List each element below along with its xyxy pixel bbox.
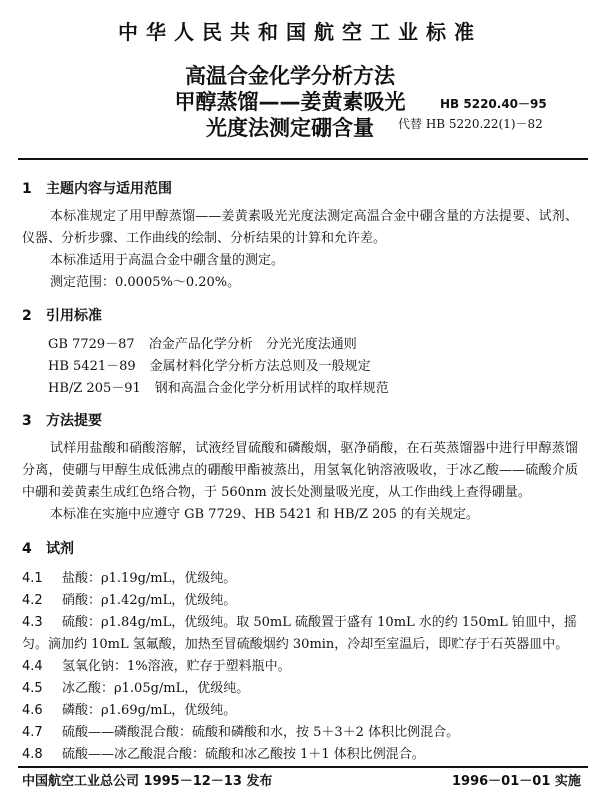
item-text: 硫酸——磷酸混合酸：硫酸和磷酸和水，按 5＋3＋2 体积比例混合。 (62, 725, 460, 740)
bottom-divider (18, 766, 588, 768)
section-number: 1 (22, 181, 32, 197)
reference-name: 金属材料化学分析方法总则及一般规定 (149, 359, 371, 374)
item-text: 硫酸——冰乙酸混合酸：硫酸和冰乙酸按 1＋1 体积比例混合。 (62, 747, 425, 762)
item-number: 4.3 (22, 615, 43, 630)
reagent-item (22, 590, 578, 612)
reference-name: 钢和高温合金化学分析用试样的取样规范 (154, 381, 389, 396)
title-line-2: 甲醇蒸馏——姜黄素吸光 (174, 90, 406, 114)
reagent-item (22, 568, 578, 590)
section-3-paragraph-2: 本标准在实施中应遵守 GB 7729、HB 5421 和 HB/Z 205 的有关规定。 (50, 507, 480, 522)
section-number: 3 (22, 413, 32, 429)
item-number: 4.8 (22, 747, 43, 762)
section-title: 引用标准 (46, 308, 102, 324)
item-text: 硫酸：ρ1.84g/mL，优级纯。取 50mL 硫酸置于盛有 10mL 水的约 150mL 铂皿中，摇匀。滴加约 10mL 氢氟酸，加热至冒硫酸烟约 30min，冷却至室温后，即贮存于石英器皿中。 (22, 615, 577, 652)
section-title: 主题内容与适用范围 (46, 181, 172, 197)
issue-date: 中国航空工业总公司 1995－12－13 发布 (22, 774, 273, 789)
section-number: 2 (22, 308, 32, 324)
top-divider (18, 158, 588, 160)
reference-code: HB 5421－89 (48, 359, 136, 374)
item-text: 氢氧化钠：1%溶液，贮存于塑料瓶中。 (62, 659, 291, 674)
title-line-1: 高温合金化学分析方法 (185, 64, 395, 88)
standard-header: 中华人民共和国航空工业标准 (118, 20, 482, 44)
item-number: 4.4 (22, 659, 43, 674)
section-1-heading (22, 178, 172, 198)
item-number: 4.7 (22, 725, 43, 740)
reagent-item (22, 722, 578, 744)
reference-name: 冶金产品化学分析 分光光度法通则 (148, 337, 357, 352)
item-number: 4.2 (22, 593, 43, 608)
reference-item (48, 356, 371, 378)
section-4-heading (22, 538, 74, 558)
standard-number: HB 5220.40－95 (440, 97, 547, 111)
title-line-3: 光度法测定硼含量 (206, 116, 374, 140)
item-number: 4.1 (22, 571, 43, 586)
reference-code: GB 7729－87 (48, 337, 135, 352)
reagent-item (22, 612, 578, 656)
section-title: 试剂 (46, 541, 74, 557)
reference-code: HB/Z 205－91 (48, 381, 141, 396)
reference-item (48, 334, 357, 356)
reagent-item (22, 700, 578, 722)
reagent-item (22, 744, 578, 766)
item-text: 磷酸：ρ1.69g/mL，优级纯。 (62, 703, 237, 718)
section-3-paragraph-1: 试样用盐酸和硝酸溶解，试液经冒硫酸和磷酸烟，驱净硝酸，在石英蒸馏器中进行甲醇蒸馏分离，使硼与甲醇生成低沸点的硼酸甲酯被蒸出，用氢氧化钠溶液吸收，于冰乙酸——硫酸介质中硼和姜黄素生成红色络合物，于 560nm 波长处测量吸光度，从工作曲线上查得硼量。 (22, 441, 578, 500)
section-2-heading (22, 305, 102, 325)
reference-item (48, 378, 389, 400)
section-1-paragraph-3: 测定范围：0.0005%～0.20%。 (50, 275, 241, 290)
section-3-heading (22, 410, 102, 430)
section-title: 方法提要 (46, 413, 102, 429)
section-number: 4 (22, 541, 32, 557)
item-text: 冰乙酸：ρ1.05g/mL，优级纯。 (62, 681, 250, 696)
section-1-paragraph-1: 本标准规定了用甲醇蒸馏——姜黄素吸光光度法测定高温合金中硼含量的方法提要、试剂、仪器、分析步骤、工作曲线的绘制、分析结果的计算和允许差。 (22, 209, 578, 246)
reagent-item (22, 656, 578, 678)
reagent-item (22, 678, 578, 700)
item-number: 4.5 (22, 681, 43, 696)
section-1-paragraph-2: 本标准适用于高温合金中硼含量的测定。 (50, 253, 285, 268)
effective-date: 1996－01－01 实施 (452, 774, 581, 789)
replaces-standard: 代替 HB 5220.22(1)－82 (398, 117, 543, 131)
item-number: 4.6 (22, 703, 43, 718)
item-text: 盐酸：ρ1.19g/mL，优级纯。 (62, 571, 237, 586)
item-text: 硝酸：ρ1.42g/mL，优级纯。 (62, 593, 237, 608)
